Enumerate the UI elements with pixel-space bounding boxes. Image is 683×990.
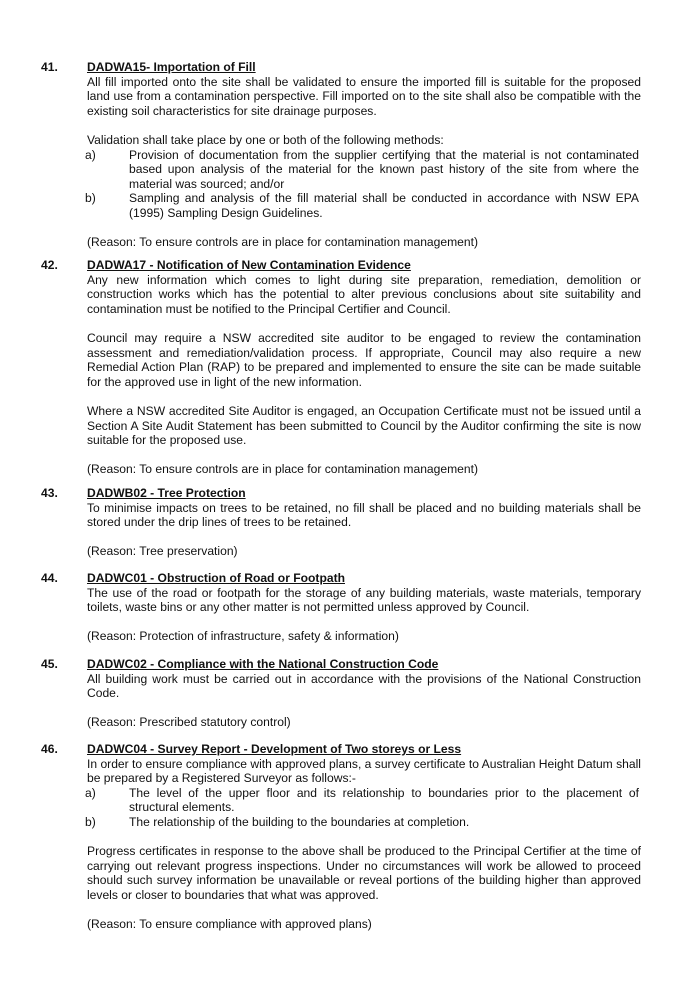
list-item-label: a) [85, 785, 96, 800]
condition-reason: (Reason: To ensure controls are in place for contamination management) [87, 235, 479, 250]
condition-paragraph: All fill imported onto the site shall be validated to ensure the imported fill is suitable for the proposed land use from a contamination perspective. Fill imported on to the site shall also be compatible with the existing soil characteristics for site drainage purposes. [87, 74, 641, 118]
condition-body [87, 742, 641, 932]
list-item [85, 815, 639, 830]
condition-reason: (Reason: To ensure compliance with approved plans) [87, 917, 372, 932]
list-item-text: The relationship of the building to the boundaries at completion. [129, 814, 470, 829]
condition-number: 44. [41, 571, 58, 585]
condition-paragraph: Council may require a NSW accredited site auditor to be engaged to review the contamination assessment and remediation/validation process. If appropriate, Council may also require a new Remedial Action Plan (RAP) to be prepared and implemented to ensure the site can be made suitable for the approved use in light of the new information. [87, 330, 641, 389]
condition-number: 41. [41, 60, 58, 74]
condition-reason: (Reason: Tree preservation) [87, 544, 238, 559]
condition-body [87, 258, 641, 477]
condition-title: DADWC01 - Obstruction of Road or Footpath [87, 571, 345, 585]
condition-title: DADWC04 - Survey Report - Development of Two storeys or Less [87, 742, 462, 756]
list-item [85, 786, 639, 815]
condition-paragraph: The use of the road or footpath for the storage of any building materials, waste materials, temporary toilets, waste bins or any other matter is not permitted unless approved by Council. [87, 585, 641, 615]
condition-title: DADWA15- Importation of Fill [87, 60, 256, 74]
condition-reason: (Reason: To ensure controls are in place for contamination management) [87, 462, 479, 477]
condition-reason: (Reason: Prescribed statutory control) [87, 715, 291, 730]
list-item-label: a) [85, 147, 96, 162]
condition-body [87, 486, 641, 559]
condition-body [87, 657, 641, 730]
list-item-text: The level of the upper floor and its relationship to boundaries prior to the placement of structural elements. [129, 785, 639, 815]
list-item [85, 191, 639, 220]
condition-body [87, 571, 641, 644]
condition-number: 45. [41, 657, 58, 671]
condition-paragraph: All building work must be carried out in accordance with the provisions of the National Construction Code. [87, 671, 641, 701]
condition-title: DADWA17 - Notification of New Contamination Evidence [87, 258, 411, 272]
condition-reason: (Reason: Protection of infrastructure, safety & information) [87, 629, 399, 644]
condition-title: DADWB02 - Tree Protection [87, 486, 246, 500]
condition-paragraph: Progress certificates in response to the above shall be produced to the Principal Certifier at the time of carrying out relevant progress inspections. Under no circumstances will work be allowed to proceed should such survey information be unavailable or reveal portions of the building higher than approved levels or closer to boundaries that what was approved. [87, 844, 641, 902]
condition-title: DADWC02 - Compliance with the National Construction Code [87, 657, 439, 671]
list-item-label: b) [85, 191, 96, 206]
condition-number: 43. [41, 486, 58, 500]
list-item-label: b) [85, 814, 96, 829]
condition-paragraph: Validation shall take place by one or both of the following methods: [87, 132, 444, 147]
condition-number: 42. [41, 258, 58, 272]
condition-paragraph: Where a NSW accredited Site Auditor is engaged, an Occupation Certificate must not be issued until a Section A Site Audit Statement has been submitted to Council by the Auditor confirming the site is now suitable for the proposed use. [87, 403, 641, 448]
condition-paragraph: In order to ensure compliance with approved plans, a survey certificate to Australian Height Datum shall be prepared by a Registered Surveyor as follows:- [87, 756, 641, 786]
condition-paragraph: Any new information which comes to light during site preparation, remediation, demolition or construction works which has the potential to alter previous conclusions about site suitability and contamination must be notified to the Principal Certifier and Council. [87, 272, 641, 316]
condition-number: 46. [41, 742, 58, 756]
condition-body [87, 60, 641, 250]
list-item-text: Provision of documentation from the supplier certifying that the material is not contaminated based upon analysis of the material for the known past history of the site from where the material was sourced; and/or [129, 147, 639, 191]
condition-paragraph: To minimise impacts on trees to be retained, no fill shall be placed and no building materials shall be stored under the drip lines of trees to be retained. [87, 500, 641, 530]
list-item-text: Sampling and analysis of the fill material shall be conducted in accordance with NSW EPA (1995) Sampling Design Guidelines. [129, 191, 639, 220]
list-item [85, 148, 639, 192]
